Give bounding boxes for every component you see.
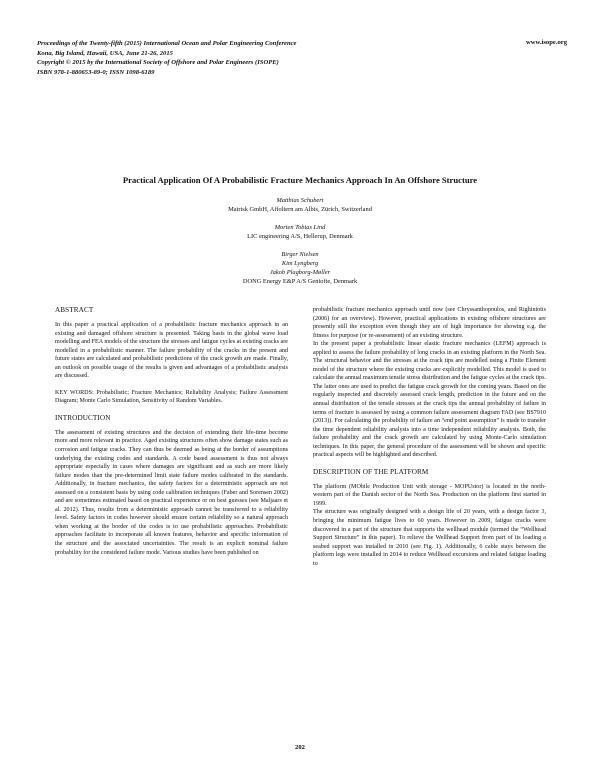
author-block — [0, 196, 600, 286]
website-link[interactable]: www.isope.org — [525, 39, 567, 46]
author-name: Jakob Plagborg-Møller — [269, 269, 331, 276]
keywords: KEY WORDS: Probabilistic; Fracture Mechanics; Reliability Analysis; Failure Assessment Diagram; Monte Carlo Simulation, Sensitivity of Random Variables. — [55, 389, 288, 405]
author-name: Kim Lyngberg — [281, 260, 319, 267]
abstract-heading: ABSTRACT — [55, 306, 94, 314]
author-affiliation: LIC engineering A/S, Hellerup, Denmark — [247, 233, 353, 240]
author-name: Morten Tobias Lind — [274, 224, 326, 231]
body-paragraph: In the present paper a probabilistic linear elastic fracture mechanics (LEFM) approach is applied to assess the failure probability of long cracks in an existing platform in the North Sea. The structural behavior and the stresses at the crack tips are modelled using a Finite Element model of the structure where the existing cracks are explicitly modelled. This model is used to calculate the annual maximum tensile stress distribution and the fatigue cycles at the crack tips. The latter ones are used to predict the fatigue crack growth for the coming years. Based on the regularly inspected and discretely assessed crack length, prediction in the future and on the annual distribution of the tensile stresses at the crack tips the annual probability of failure in terms of fracture is assessed by using a common failure assessment diagram FAD (see BS7910 (2013)). For calculating the probability of failure an “end point assumption” is made to transfer the time dependent reliability analysis into a time independent reliability analysis. Both, the failure probability and the crack growth are calculated by using Monte-Carlo simulation techniques. In this paper, the general procedure of the assessment will be shown and specific practical aspects will be highlighted and described. — [313, 341, 546, 459]
paper-title: Practical Application Of A Probabilistic Fracture Mechanics Approach In An Offshore Structure — [122, 175, 478, 185]
header-line-4: ISBN 978-1-880653-89-0; ISSN 1098-6189 — [37, 68, 155, 76]
header-line-3: Copyright © 2015 by the International Society of Offshore and Polar Engineers (ISOPE) — [37, 59, 279, 67]
right-column — [313, 306, 546, 568]
platform-heading: DESCRIPTION OF THE PLATFORM — [313, 467, 429, 476]
header-line-2: Kona, Big Island, Hawaii, USA, June 21-26, 2015 — [37, 49, 173, 57]
left-column — [55, 306, 288, 557]
conference-header — [37, 39, 567, 77]
page-number: 202 — [295, 744, 305, 751]
author-name: Matthias Schubert — [276, 197, 324, 204]
author-name: Birger Nielsen — [281, 251, 319, 258]
author-affiliation: DONG Energy E&P A/S Gentofte, Denmark — [242, 278, 358, 285]
body-paragraph: The structure was originally designed with a design life of 20 years, with a design factor 3, bringing the minimum fatigue lives to 60 years. However in 2009, fatigue cracks were discovered in a part of the structure that supports the wellhead module (termed the “Wellhead Support Structure” in this paper). To relieve the Wellhead Support from part of its loading a seabed support was installed in 2010 (see Fig. 1). Additionally, 6 cable stays between the platform legs were installed in 2014 to reduce Wellhead excursions and related fatigue loading to — [313, 509, 546, 567]
introduction-text: The assessment of existing structures and the decision of extending their life-time become more and more relevant in practice. Aged existing structures often show damage states such as corrosion and fatigue cracks. They can thus be deemed as being at the border of assumptions underlying the existing codes and standards. A code based assessment is thus not always appropriate especially in cases where damages are significant and as such are more likely failure modes than the pre-determined limit state failure modes calibrated in the standards. Additionally, in fracture mechanics, the safety factors for a deterministic approach are not assessed on a consistent basis by using code calibration techniques (Faber and Sorensen 2002) and are sometimes estimated based on practical experience or on best guesses (see Maljaars et al. 2012). Thus, results from a deterministic approach cannot be transferred to a reliability level. Safety factors in codes however should ensure certain reliability so a natural approach when working at the border of the codes is to use probabilistic approaches. Probabilistic approaches facilitate to incorporate all known features, behavior and specific information of the structure and the associated uncertainties. The result is an explicit nominal failure probability for the considered failure mode. Various studies have been published on — [55, 429, 288, 556]
abstract-text: In this paper a practical application of a probabilistic fracture mechanics approach in an existing and damaged offshore structure is presented. Taking basis in the global wave load modelling and FEA models of the structure the stresses and fatigue cycles at existing cracks are modelled in a probabilistic manner. The failure probability of the cracks in the present and future states are calculated and probabilistic predictions of the crack growth are made. Finally, an outlook on possible usage of the results is given and advantages of a probabilistic analysis are discussed. — [55, 322, 288, 380]
header-line-1: Proceedings of the Twenty-fifth (2015) International Ocean and Polar Engineering Conference — [37, 40, 297, 47]
body-paragraph: probabilistic fracture mechanics approach until now (see Chryssanthopoulos, and Righiniotis (2006) for an overview). However, practical applications in existing offshore structures are presently still the exception even though they are of high importance for showing e.g. the fitness for purpose (or re-assessment) of an existing structure. — [313, 307, 546, 339]
body-paragraph: The platform (MObile Production Unit with storage - MOPUstor) is located in the north-western part of the Danish sector of the North Sea. Production on the platform first started in 1999. — [313, 483, 546, 507]
author-affiliation: Matrisk GmbH, Affoltern am Albis, Zürich, Switzerland — [228, 206, 372, 213]
introduction-heading: INTRODUCTION — [55, 413, 111, 422]
